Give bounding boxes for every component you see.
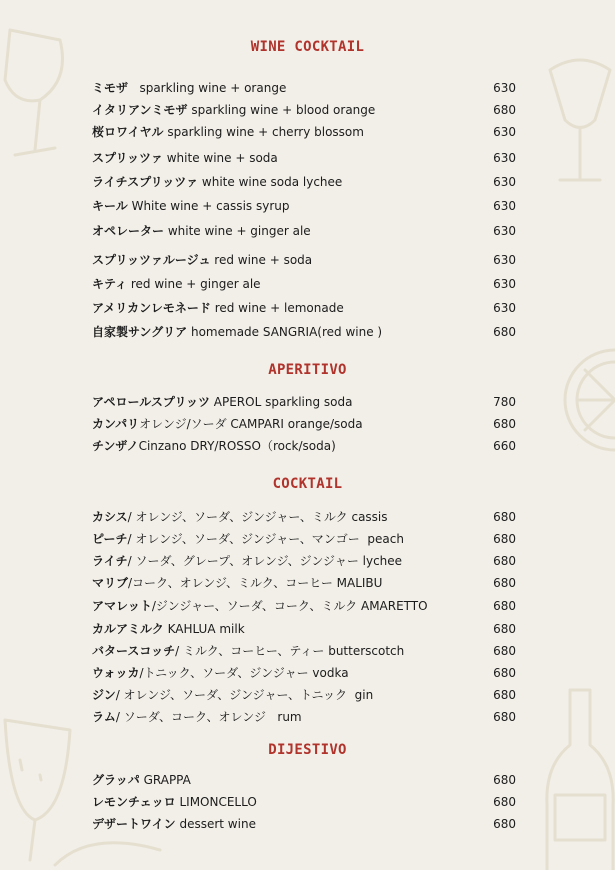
section-title: WINE COCKTAIL xyxy=(250,39,365,55)
menu-item xyxy=(92,79,516,97)
item-description: dessert wine xyxy=(175,817,256,831)
item-name: ピーチ xyxy=(92,532,128,546)
item-name: カシス xyxy=(92,510,128,524)
section-title: COCKTAIL xyxy=(272,476,343,492)
item-price: 680 xyxy=(493,599,516,613)
lemon-slice-icon xyxy=(555,340,615,460)
item-name: 自家製サングリア xyxy=(92,325,188,339)
item-description: red wine + soda xyxy=(210,253,313,267)
section-title: DIJESTIVO xyxy=(268,742,347,758)
item-name: ジン xyxy=(92,688,116,702)
menu-item xyxy=(92,620,516,638)
item-name: カルアミルク xyxy=(92,622,164,636)
menu-item xyxy=(92,815,516,833)
item-price: 680 xyxy=(493,532,516,546)
menu-item xyxy=(92,508,516,526)
item-price: 630 xyxy=(493,151,516,165)
menu-item xyxy=(92,101,516,119)
menu-item xyxy=(92,708,516,726)
item-price: 630 xyxy=(493,199,516,213)
item-description: /ジンジャー、ソーダ、コーク、ミルク AMARETTO xyxy=(151,599,428,613)
item-price: 780 xyxy=(493,395,516,409)
item-description: GRAPPA xyxy=(139,773,191,787)
item-name: ミモザ xyxy=(92,81,129,95)
menu-item xyxy=(92,793,516,811)
item-price: 660 xyxy=(493,439,516,453)
item-name: バタースコッチ xyxy=(92,644,176,658)
item-description: /トニック、ソーダ、ジンジャー vodka xyxy=(139,666,349,680)
item-description: KAHLUA milk xyxy=(163,622,245,636)
menu-item xyxy=(92,552,516,570)
item-description: / オレンジ、ソーダ、ジンジャー、トニック gin xyxy=(115,688,374,702)
item-description: LIMONCELLO xyxy=(175,795,257,809)
item-name: キティ xyxy=(92,277,128,291)
item-name: カンパリ xyxy=(92,417,140,431)
menu-item xyxy=(92,251,516,269)
item-description: red wine + lemonade xyxy=(210,301,344,315)
menu-item xyxy=(92,393,516,411)
item-price: 630 xyxy=(493,253,516,267)
menu-item xyxy=(92,149,516,167)
item-price: 680 xyxy=(493,325,516,339)
item-name: ラム xyxy=(92,710,116,724)
item-name: スプリッツァ xyxy=(92,151,163,165)
menu-item xyxy=(92,771,516,789)
item-description: sparkling wine + cherry blossom xyxy=(163,125,364,139)
item-name: ライチ xyxy=(92,554,128,568)
item-name: オペレーター xyxy=(92,224,165,238)
item-price: 680 xyxy=(493,510,516,524)
menu-item xyxy=(92,664,516,682)
menu-item xyxy=(92,597,516,615)
menu-item xyxy=(92,415,516,433)
item-price: 630 xyxy=(493,125,516,139)
item-name: 桜ロワイヤル xyxy=(92,125,164,139)
item-description: red wine + ginger ale xyxy=(127,277,261,291)
item-name: ライチスプリッツァ xyxy=(92,175,199,189)
item-name: スプリッツァルージュ xyxy=(92,253,211,267)
item-price: 630 xyxy=(493,277,516,291)
glass-icon xyxy=(540,40,615,190)
item-name: チンザノ xyxy=(92,439,139,453)
item-price: 680 xyxy=(493,688,516,702)
item-description: Cinzano DRY/ROSSO（rock/soda) xyxy=(138,439,336,453)
item-description: / ミルク、コーヒー、ティー butterscotch xyxy=(175,644,405,658)
item-price: 630 xyxy=(493,175,516,189)
item-price: 630 xyxy=(493,81,516,95)
menu-item xyxy=(92,275,516,293)
item-description: sparkling wine + orange xyxy=(128,81,287,95)
item-description: sparkling wine + blood orange xyxy=(187,103,376,117)
item-description: / オレンジ、ソーダ、ジンジャー、ミルク cassis xyxy=(127,510,388,524)
menu-item xyxy=(92,437,516,455)
item-price: 680 xyxy=(493,773,516,787)
menu-item xyxy=(92,299,516,317)
item-price: 680 xyxy=(493,622,516,636)
item-description: white wine + soda xyxy=(162,151,278,165)
item-price: 680 xyxy=(493,554,516,568)
bottle-icon xyxy=(525,685,615,870)
item-name: レモンチェッロ xyxy=(92,795,176,809)
item-description: / オレンジ、ソーダ、ジンジャー、マンゴー peach xyxy=(127,532,404,546)
item-name: ウォッカ xyxy=(92,666,140,680)
item-name: キール xyxy=(92,199,128,213)
item-description: / ソーダ、グレープ、オレンジ、ジンジャー lychee xyxy=(127,554,403,568)
item-price: 680 xyxy=(493,795,516,809)
section-title: APERITIVO xyxy=(268,362,347,378)
item-price: 680 xyxy=(493,666,516,680)
item-description: white wine soda lychee xyxy=(198,175,343,189)
item-price: 680 xyxy=(493,817,516,831)
item-description: / ソーダ、コーク、オレンジ rum xyxy=(115,710,302,724)
menu-item xyxy=(92,222,516,240)
item-name: アマレット xyxy=(92,599,152,613)
item-description: オレンジ/ソーダ CAMPARI orange/soda xyxy=(139,417,363,431)
item-name: マリブ xyxy=(92,576,129,590)
item-description: white wine + ginger ale xyxy=(164,224,311,238)
menu-item xyxy=(92,173,516,191)
item-price: 680 xyxy=(493,644,516,658)
item-description: APEROL sparkling soda xyxy=(209,395,353,409)
item-price: 630 xyxy=(493,301,516,315)
item-price: 630 xyxy=(493,224,516,238)
menu-item xyxy=(92,323,516,341)
menu-item xyxy=(92,123,516,141)
item-price: 680 xyxy=(493,417,516,431)
item-name: グラッパ xyxy=(92,773,140,787)
item-price: 680 xyxy=(493,103,516,117)
item-description: homemade SANGRIA(red wine ) xyxy=(187,325,383,339)
menu-item xyxy=(92,197,516,215)
item-description: White wine + cassis syrup xyxy=(127,199,290,213)
item-name: デザートワイン xyxy=(92,817,176,831)
menu-item xyxy=(92,574,516,592)
menu-item xyxy=(92,642,516,660)
menu-item xyxy=(92,530,516,548)
item-description: /コーク、オレンジ、ミルク、コーヒー MALIBU xyxy=(128,576,383,590)
item-price: 680 xyxy=(493,576,516,590)
item-name: イタリアンミモザ xyxy=(92,103,188,117)
menu-item xyxy=(92,686,516,704)
item-price: 680 xyxy=(493,710,516,724)
item-name: アペロールスプリッツ xyxy=(92,395,210,409)
item-name: アメリカンレモネード xyxy=(92,301,211,315)
